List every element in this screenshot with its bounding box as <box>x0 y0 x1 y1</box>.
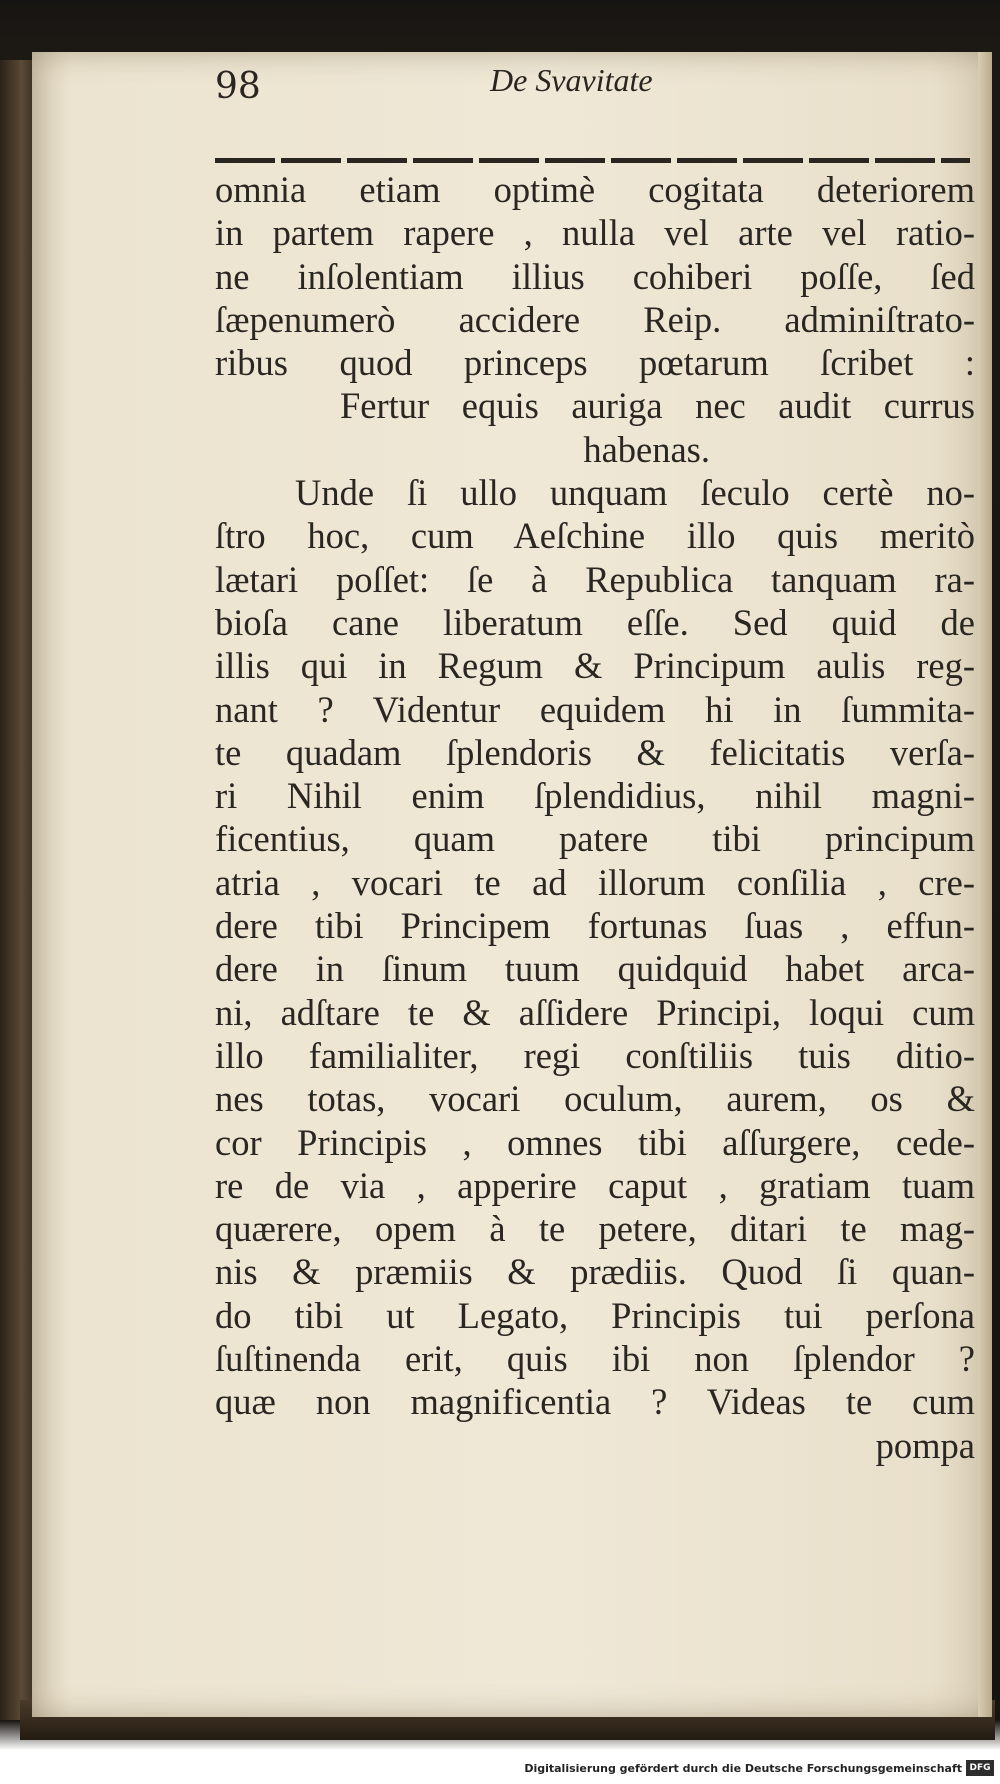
text-line: Unde ſi ullo unquam ſeculo certè no- <box>295 472 975 514</box>
text-line: illis qui in Regum & Principum aulis reg- <box>215 645 975 687</box>
text-line: quæ non magnificentia ? Videas te cum <box>215 1381 975 1423</box>
funding-credit: Digitalisierung gefördert durch die Deutsche Forschungsgemeinschaft <box>524 1762 962 1775</box>
text-line: ribus quod princeps pœtarum ſcribet : <box>215 342 975 384</box>
page-header <box>215 62 975 122</box>
page-fore-edge <box>978 52 992 1717</box>
text-line: dere in ſinum tuum quidquid habet arca- <box>215 948 975 990</box>
running-head: De Svavitate <box>490 62 653 98</box>
text-line: quærere, opem à te petere, ditari te mag- <box>215 1208 975 1250</box>
text-line: ſæpenumerò accidere Reip. adminiſtrato- <box>215 298 975 340</box>
text-line: re de via , apperire caput , gratiam tuam <box>215 1164 975 1206</box>
text-line: nant ? Videntur equidem hi in ſummita- <box>215 688 975 730</box>
book-spine-edge <box>0 60 36 1720</box>
text-line: ni, adſtare te & aſſidere Principi, loqui cum <box>215 991 975 1033</box>
dfg-logo-icon: DFG <box>966 1760 994 1776</box>
text-line: in partem rapere , nulla vel arte vel ratio- <box>215 212 975 254</box>
text-line: bioſa cane liberatum eſſe. Sed quid de <box>215 601 975 643</box>
text-line: atria , vocari te ad illorum conſilia , cre- <box>215 861 975 903</box>
text-line: ficentius, quam patere tibi principum <box>215 818 975 860</box>
page-number: 98 <box>215 66 261 107</box>
text-line: do tibi ut Legato, Principis tui perſona <box>215 1294 975 1336</box>
text-line: lætari poſſet: ſe à Republica tanquam ra- <box>215 558 975 600</box>
body-text <box>215 168 975 1467</box>
text-line: omnia etiam optimè cogitata deteriorem <box>215 169 975 210</box>
text-line: nis & præmiis & prædiis. Quod ſi quan- <box>215 1251 975 1293</box>
header-rule <box>215 158 970 163</box>
text-line: ri Nihil enim ſplendidius, nihil magni- <box>215 775 975 817</box>
text-line: cor Principis , omnes tibi aſſurgere, cede- <box>215 1121 975 1163</box>
text-line: ſtro hoc, cum Aeſchine illo quis meritò <box>215 515 975 557</box>
text-line: illo familialiter, regi conſtiliis tuis ditio- <box>215 1034 975 1076</box>
text-line: ne inſolentiam illius cohiberi poſſe, ſed <box>215 255 975 297</box>
text-line: dere tibi Principem fortunas ſuas , effun- <box>215 905 975 947</box>
verse-line: Fertur equis auriga nec audit currus <box>340 385 975 427</box>
verse-line-continuation: habenas. <box>583 428 710 470</box>
text-line: te quadam ſplendoris & felicitatis verſa- <box>215 731 975 773</box>
catchword: pompa <box>875 1424 975 1466</box>
text-line: ſuſtinenda erit, quis ibi non ſplendor ? <box>215 1338 975 1380</box>
text-line: nes totas, vocari oculum, aurem, os & <box>215 1078 975 1120</box>
